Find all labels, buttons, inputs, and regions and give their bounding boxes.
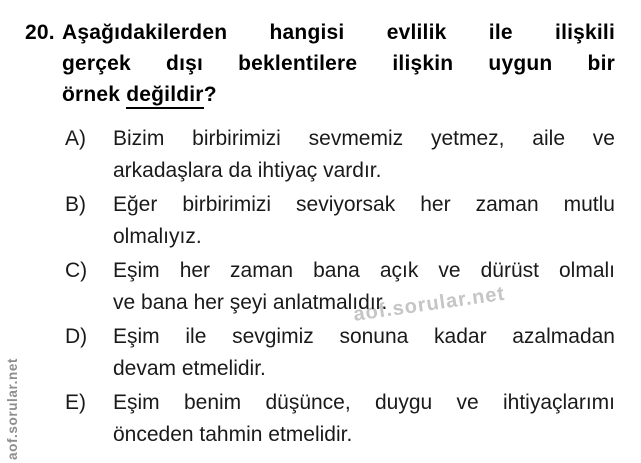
question-line-3 <box>62 79 615 110</box>
option-d-text <box>113 321 615 385</box>
option-c-letter: C) <box>65 259 88 282</box>
option-c-text <box>113 255 615 319</box>
underlined-word: değildir <box>126 83 203 109</box>
option-c-line-1: Eşim her zaman bana açık ve dürüst olmalı <box>113 259 615 282</box>
question-number: 20. <box>25 21 55 44</box>
question-text <box>62 17 615 110</box>
side-watermark: aof.sorular.net <box>5 357 20 460</box>
option-e-text <box>113 387 615 451</box>
question-line-3-prefix: örnek <box>62 83 127 106</box>
option-b-text <box>113 189 615 253</box>
option-b-line-2: olmalıyız. <box>113 225 202 248</box>
option-a-letter: A) <box>65 127 86 150</box>
options-list <box>65 123 615 453</box>
option-b-letter: B) <box>65 193 86 216</box>
option-a <box>65 123 615 187</box>
option-b <box>65 189 615 253</box>
option-d-line-1: Eşim ile sevgimiz sonuna kadar azalmadan <box>113 325 615 348</box>
option-b-line-1: Eğer birbirimizi seviyorsak her zaman mutlu <box>113 193 615 216</box>
option-a-text <box>113 123 615 187</box>
option-c <box>65 255 615 319</box>
question-line-1: Aşağıdakilerden hangisi evlilik ile ilişkili <box>62 21 615 44</box>
question-line-2: gerçek dışı beklentilere ilişkin uygun bir <box>62 52 615 75</box>
option-c-line-2: ve bana her şeyi anlatmalıdır. <box>113 291 388 314</box>
option-e-line-2: önceden tahmin etmelidir. <box>113 423 353 446</box>
option-e <box>65 387 615 451</box>
question-line-3-suffix: ? <box>203 83 217 106</box>
option-a-line-2: arkadaşlara da ihtiyaç vardır. <box>113 159 382 182</box>
option-d-line-2: devam etmelidir. <box>113 357 266 380</box>
option-e-letter: E) <box>65 391 86 414</box>
diagonal-watermark: aof.sorular.net <box>352 282 507 326</box>
option-e-line-1: Eşim benim düşünce, duygu ve ihtiyaçlarımı <box>113 391 615 414</box>
option-d <box>65 321 615 385</box>
option-a-line-1: Bizim birbirimizi sevmemiz yetmez, aile ve <box>113 127 615 150</box>
option-d-letter: D) <box>65 325 88 348</box>
question-block <box>25 17 615 110</box>
